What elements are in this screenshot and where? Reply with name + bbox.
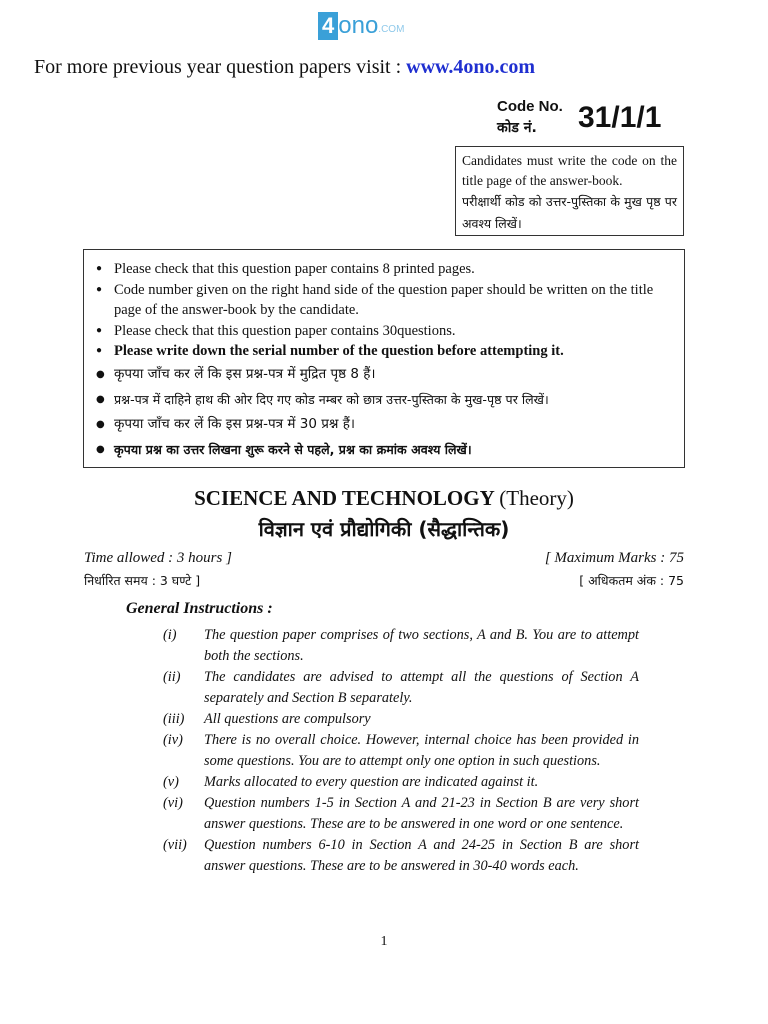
paper-title-main: SCIENCE AND TECHNOLOGY <box>194 486 494 510</box>
item-text: Question numbers 6-10 in Section A and 24-25 in Section B are short answer questions. These are to be answered in 30-40 words each. <box>204 837 639 874</box>
instruction-item: ● Code number given on the right hand side of the question paper should be written on the title page of the answer-book by the candidate. <box>96 280 674 321</box>
list-item <box>163 772 639 793</box>
logo-text: ono <box>338 12 379 39</box>
item-number: (i) <box>163 627 177 643</box>
paper-title-hi: विज्ञान एवं प्रौद्योगिकी (सैद्धान्तिक) <box>258 517 510 541</box>
item-number: (iii) <box>163 711 185 727</box>
instructions-list <box>96 259 674 462</box>
logo-mark: 4 <box>318 12 338 40</box>
general-instructions-list <box>163 625 639 877</box>
instruction-item: ● Please write down the serial number of the question before attempting it. <box>96 341 674 362</box>
instructions-box <box>83 249 685 468</box>
max-marks-en: [ Maximum Marks : 75 <box>544 550 684 566</box>
item-number: (vi) <box>163 795 183 811</box>
instruction-item-hi: ● प्रश्न-पत्र में दाहिने हाथ की ओर दिए गए कोड नम्बर को छात्र उत्तर-पुस्तिका के मुख-पृष्ठ पर लिखें। <box>96 387 674 412</box>
paper-title-en <box>0 486 768 511</box>
instruction-item-hi: ● कृपया जाँच कर लें कि इस प्रश्न-पत्र में मुद्रित पृष्ठ 8 हैं। <box>96 362 674 387</box>
instruction-item-hi: ● कृपया जाँच कर लें कि इस प्रश्न-पत्र में 30 प्रश्न हैं। <box>96 412 674 437</box>
item-number: (iv) <box>163 732 183 748</box>
item-number: (v) <box>163 774 179 790</box>
code-label-en: Code No. <box>497 98 563 115</box>
instruction-item: ● Please check that this question paper contains 30questions. <box>96 321 674 342</box>
site-logo[interactable] <box>318 12 404 40</box>
code-value: 31/1/1 <box>578 101 662 134</box>
list-item <box>163 793 639 835</box>
code-note-box <box>455 146 684 236</box>
paper-title-suffix: (Theory) <box>499 486 574 510</box>
general-instructions-heading: General Instructions : <box>126 600 273 617</box>
list-item <box>163 730 639 772</box>
list-item <box>163 709 639 730</box>
item-text: There is no overall choice. However, internal choice has been provided in some questions. You are to attempt only one option in such questions. <box>204 732 639 769</box>
promo-text: For more previous year question papers visit : <box>34 56 402 78</box>
code-label-hi: कोड नं. <box>497 120 537 136</box>
list-item <box>163 667 639 709</box>
time-allowed-hi: निर्धारित समय : 3 घण्टे ] <box>84 573 201 588</box>
item-text: The question paper comprises of two sections, A and B. You are to attempt both the sections. <box>204 627 639 664</box>
list-item <box>163 625 639 667</box>
item-text: Marks allocated to every question are indicated against it. <box>204 774 539 790</box>
time-allowed-en: Time allowed : 3 hours ] <box>84 550 232 566</box>
list-item <box>163 835 639 877</box>
promo-link[interactable]: www.4ono.com <box>406 56 536 78</box>
logo-suffix: .COM <box>378 23 405 35</box>
code-note-en: Candidates must write the code on the title page of the answer-book. <box>462 153 677 188</box>
item-text: Question numbers 1-5 in Section A and 21-23 in Section B are very short answer questions. These are to be answered in one word or one sentence. <box>204 795 639 832</box>
item-number: (ii) <box>163 669 181 685</box>
instruction-item-hi: ● कृपया प्रश्न का उत्तर लिखना शुरू करने से पहले, प्रश्न का क्रमांक अवश्य लिखें। <box>96 437 674 462</box>
max-marks-hi: [ अधिकतम अंक : 75 <box>579 573 684 588</box>
item-text: All questions are compulsory <box>204 711 371 727</box>
code-note-hi: परीक्षार्थी कोड को उत्तर-पुस्तिका के मुख पृष्ठ पर अवश्य लिखें। <box>462 194 677 231</box>
promo-line <box>34 55 535 79</box>
page-number: 1 <box>380 934 388 949</box>
item-number: (vii) <box>163 837 187 853</box>
item-text: The candidates are advised to attempt all the questions of Section A separately and Section B separately. <box>204 669 639 706</box>
instruction-item: ● Please check that this question paper contains 8 printed pages. <box>96 259 674 280</box>
